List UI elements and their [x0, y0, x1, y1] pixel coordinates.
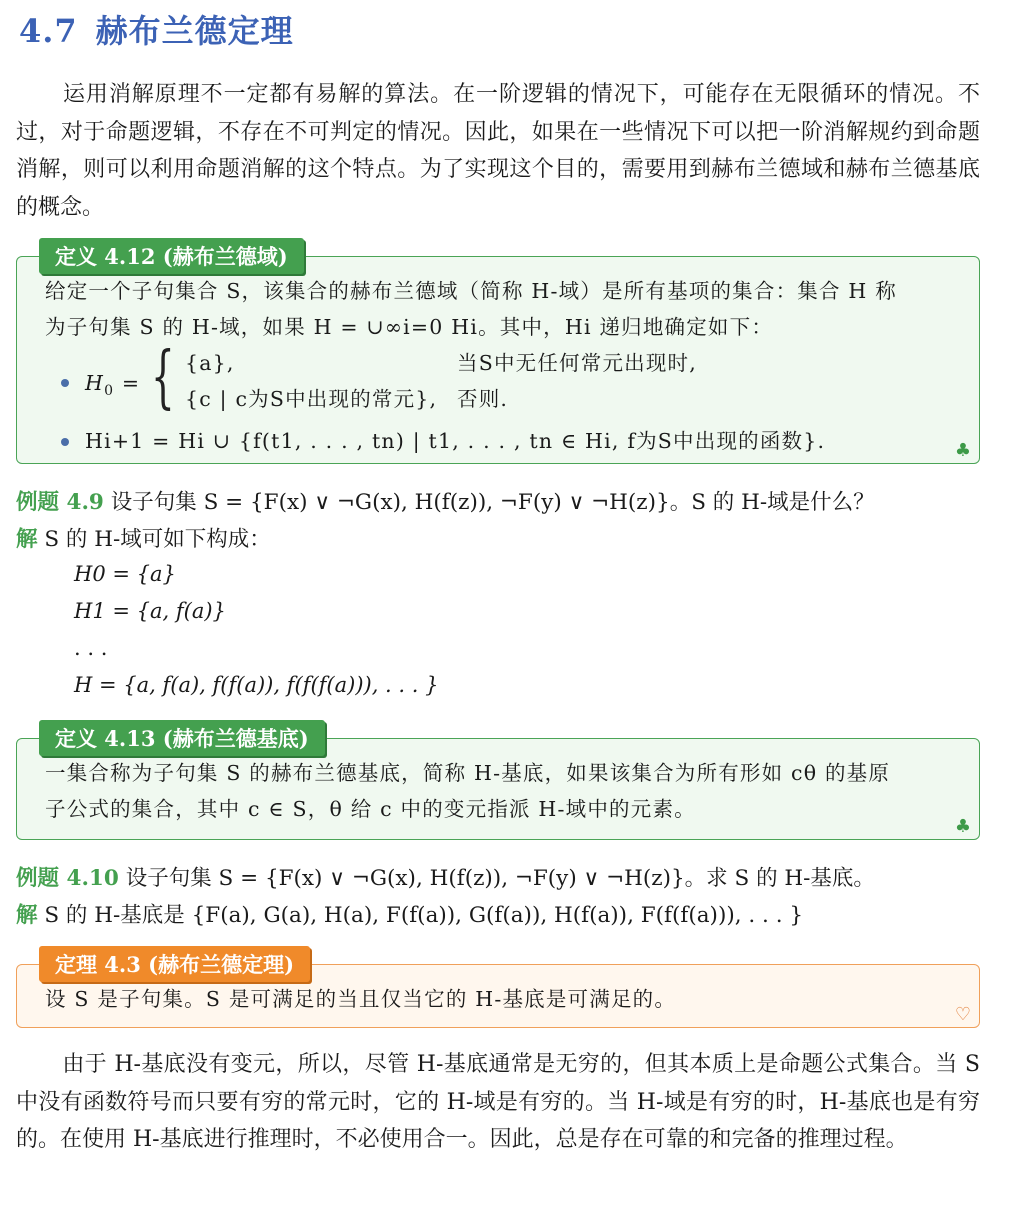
example-4-9-label: 例题 4.9 — [16, 490, 104, 515]
h-equation: H = {a, f(a), f(f(a)), f(f(f(a))), . . . } — [74, 673, 439, 697]
example-4-9-solution — [16, 521, 980, 558]
case2-condition: 否则. — [457, 387, 509, 411]
example-4-10-solution-text: S 的 H-基底是 {F(a), G(a), H(a), F(f(a)), G(f(a)), H(f(a)), F(f(f(a))), . . . } — [44, 903, 804, 928]
case2-value: {c | c为S中出现的常元}, — [185, 387, 438, 411]
example-4-10-question: 设子句集 S = {F(x) ∨ ¬G(x), H(f(z)), ¬F(y) ∨ ¬H(z)}。求 S 的 H-基底。 — [125, 866, 875, 891]
definition-4-12-line1: 给定一个子句集合 S，该集合的赫布兰德域（简称 H-域）是所有基项的集合：集合 H 称 — [45, 279, 897, 303]
theorem-4-3-box — [16, 952, 980, 1028]
h0-lhs: $H_0$ = — [85, 371, 141, 400]
definition-4-12-box — [16, 244, 980, 464]
recursive-rule-text: Hi+1 = Hi ∪ {f(t1, . . . , tn) | t1, . . . , tn ∈ Hi, f为S中出现的函数}. — [85, 429, 826, 453]
section-title: 赫布兰德定理 — [95, 12, 294, 50]
intro-text: 运用消解原理不一定都有易解的算法。在一阶逻辑的情况下，可能存在无限循环的情况。不过，对于命题逻辑，不存在不可判定的情况。因此，如果在一些情况下可以把一阶消解规约到命题消解，则可以利用命题消解的这个特点。为了实现这个目的，需要用到赫布兰德域和赫布兰德基底的概念。 — [16, 82, 980, 220]
section-heading — [19, 6, 294, 52]
solution-label: 解 — [16, 903, 38, 928]
closing-text: 由于 H-基底没有变元，所以，尽管 H-基底通常是无穷的，但其本质上是命题公式集合。当 S 中没有函数符号而只要有穷的常元时，它的 H-域是有穷的。当 H-域是有穷的时，H-基底也是有穷的。在使用 H-基底进行推理时，不必使用合一。因此，总是存在可靠的和完备的推理过程。 — [16, 1052, 980, 1152]
theorem-4-3-body: 设 S 是子句集。S 是可满足的当且仅当它的 H-基底是可满足的。 — [45, 987, 677, 1011]
definition-4-12-title: 定义 4.12 (赫布兰德域) — [39, 238, 304, 274]
club-icon: ♣ — [954, 816, 971, 837]
h0-cases — [45, 338, 951, 423]
definition-4-13-body — [45, 755, 951, 827]
heart-icon: ♡ — [954, 1004, 971, 1025]
definition-4-13-title: 定义 4.13 (赫布兰德基底) — [39, 720, 325, 756]
example-4-9-question: 设子句集 S = {F(x) ∨ ¬G(x), H(f(z)), ¬F(y) ∨ ¬H(z)}。S 的 H-域是什么？ — [110, 490, 875, 515]
definition-4-13-line1: 一集合称为子句集 S 的赫布兰德基底，简称 H-基底，如果该集合为所有形如 cθ 的基原 — [45, 761, 891, 785]
case1-value: {a}, — [185, 351, 235, 375]
bullet-icon — [61, 438, 69, 446]
bullet-icon — [61, 379, 69, 387]
recursive-rule — [45, 423, 951, 459]
definition-4-13-box — [16, 726, 980, 840]
left-brace-icon: { — [151, 338, 176, 417]
example-4-10-label: 例题 4.10 — [16, 866, 119, 891]
h0-equation: H0 = {a} — [74, 562, 176, 586]
club-icon: ♣ — [954, 440, 971, 461]
example-4-9 — [16, 484, 980, 521]
theorem-4-3-title: 定理 4.3 (赫布兰德定理) — [39, 946, 310, 982]
definition-4-13-line2: 子公式的集合，其中 c ∈ S，θ 给 c 中的变元指派 H-域中的元素。 — [45, 797, 696, 821]
example-4-9-solution-text: S 的 H-域可如下构成： — [44, 527, 271, 552]
definition-4-12-line2: 为子句集 S 的 H-域，如果 H = ∪∞i=0 Hi。其中，Hi 递归地确定如下： — [45, 315, 774, 339]
intro-paragraph — [16, 76, 980, 226]
h1-equation: H1 = {a, f(a)} — [74, 599, 226, 623]
example-4-10 — [16, 860, 980, 897]
example-4-10-solution — [16, 897, 980, 934]
closing-paragraph — [16, 1046, 980, 1159]
ellipsis: . . . — [74, 636, 108, 660]
definition-4-12-body — [45, 273, 951, 459]
solution-label: 解 — [16, 527, 38, 552]
section-number: 4.7 — [19, 12, 78, 50]
case1-condition: 当S中无任何常元出现时, — [457, 351, 697, 375]
